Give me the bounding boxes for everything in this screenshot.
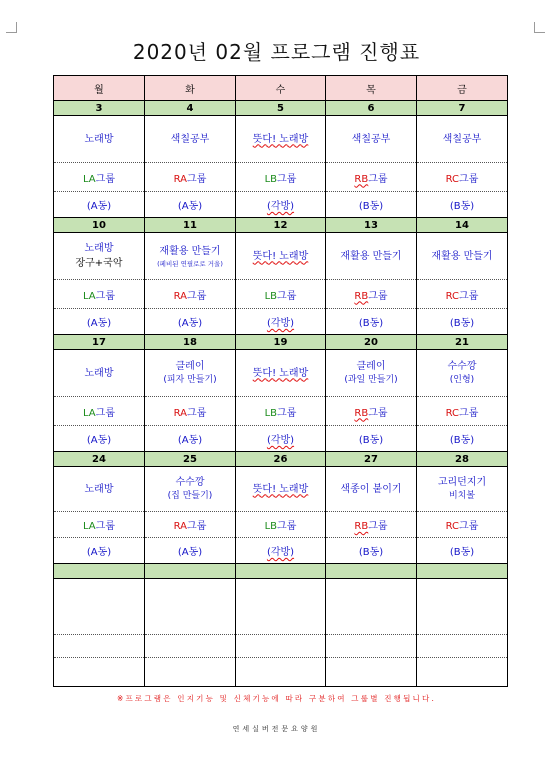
group-suffix: 그룹 [277, 407, 297, 419]
program-detail: (페비된 연필로로 거울) [157, 259, 223, 268]
program-cell [145, 350, 236, 397]
weekday-header: 월 [54, 76, 145, 101]
empty-cell [417, 635, 508, 658]
program-name: 노래방 [84, 367, 114, 379]
empty-cell [326, 579, 417, 635]
group-code: RC [445, 290, 460, 302]
empty-cell [236, 658, 326, 687]
location-cell: (각방) [236, 538, 326, 564]
location-row [54, 309, 508, 335]
group-cell [236, 280, 326, 309]
date-cell: 6 [326, 101, 417, 116]
program-name: 뜻다! 노래방 [252, 367, 309, 379]
group-cell [417, 280, 508, 309]
date-cell: 25 [145, 452, 236, 467]
program-cell [417, 233, 508, 280]
location-cell: (B동) [326, 426, 417, 452]
date-cell: 18 [145, 335, 236, 350]
program-name: 색칠공부 [351, 133, 391, 145]
date-cell: 20 [326, 335, 417, 350]
page-corner-mark-right [534, 22, 545, 33]
group-code: RA [173, 521, 188, 532]
location-cell: (각방) [236, 192, 326, 218]
date-row-empty [54, 564, 508, 579]
group-suffix: 그룹 [95, 521, 115, 532]
date-cell: 14 [417, 218, 508, 233]
facility-name: 연세실버전문요양원 [232, 725, 321, 733]
date-cell: 5 [236, 101, 326, 116]
weekday-header: 금 [417, 76, 508, 101]
program-cell [54, 116, 145, 163]
group-suffix: 그룹 [187, 173, 207, 185]
group-code: RB [354, 290, 369, 302]
empty-cell [236, 579, 326, 635]
group-cell [145, 163, 236, 192]
group-suffix: 그룹 [368, 173, 388, 185]
group-code: RA [173, 407, 188, 419]
group-suffix: 그룹 [187, 407, 207, 419]
empty-cell [145, 658, 236, 687]
location-cell: (A동) [54, 426, 145, 452]
group-cell [54, 280, 145, 309]
program-detail: 비치볼 [448, 491, 476, 501]
empty-cell [54, 579, 145, 635]
group-cell [54, 512, 145, 538]
program-cell [145, 467, 236, 512]
group-cell [54, 397, 145, 426]
program-name: 재활용 만들기 [159, 245, 221, 257]
program-cell [326, 350, 417, 397]
group-suffix: 그룹 [277, 521, 297, 532]
group-row [54, 512, 508, 538]
program-name: 노래방 [84, 133, 114, 145]
program-cell [236, 233, 326, 280]
program-name: 노래방 [84, 243, 114, 254]
empty-cell [326, 658, 417, 687]
date-cell-empty [236, 564, 326, 579]
empty-row [54, 635, 508, 658]
group-code: LB [264, 521, 278, 532]
date-cell: 10 [54, 218, 145, 233]
program-name: 색종이 붙이기 [340, 483, 402, 495]
group-cell [236, 512, 326, 538]
program-note: ※프로그램은 인지기능 및 신체기능에 따라 구분하여 그룹별 진행됩니다. [116, 694, 437, 703]
group-row [54, 397, 508, 426]
location-cell: (A동) [145, 426, 236, 452]
page-title: 2020년 02월 프로그램 진행표 [132, 40, 421, 64]
group-cell [236, 397, 326, 426]
date-cell: 4 [145, 101, 236, 116]
location-cell: (각방) [236, 426, 326, 452]
group-suffix: 그룹 [368, 407, 388, 419]
group-suffix: 그룹 [95, 173, 115, 185]
date-cell-empty [326, 564, 417, 579]
date-cell: 21 [417, 335, 508, 350]
group-suffix: 그룹 [95, 407, 115, 419]
group-code: LB [264, 173, 278, 185]
program-detail: (피자 만들기) [163, 375, 217, 385]
group-row [54, 280, 508, 309]
location-cell: (B동) [417, 309, 508, 335]
empty-cell [417, 579, 508, 635]
group-cell [145, 512, 236, 538]
group-suffix: 그룹 [95, 290, 115, 302]
group-code: RC [445, 521, 460, 532]
weekday-header: 목 [326, 76, 417, 101]
date-row [54, 101, 508, 116]
empty-cell [145, 579, 236, 635]
group-cell [236, 163, 326, 192]
program-row [54, 467, 508, 512]
location-cell: (A동) [54, 538, 145, 564]
location-cell: (B동) [326, 309, 417, 335]
date-cell-empty [145, 564, 236, 579]
location-cell: (B동) [417, 426, 508, 452]
program-cell [326, 467, 417, 512]
empty-row [54, 658, 508, 687]
date-cell-empty [54, 564, 145, 579]
empty-cell [236, 635, 326, 658]
program-cell [54, 233, 145, 280]
group-cell [145, 397, 236, 426]
location-cell: (B동) [326, 192, 417, 218]
group-suffix: 그룹 [187, 521, 207, 532]
program-cell [326, 116, 417, 163]
program-name: 클레이 [175, 361, 205, 372]
group-suffix: 그룹 [459, 521, 479, 532]
program-cell [145, 116, 236, 163]
group-cell [417, 512, 508, 538]
group-suffix: 그룹 [459, 407, 479, 419]
group-code: LA [83, 521, 96, 532]
weekday-header-row [54, 76, 508, 101]
program-cell [417, 467, 508, 512]
group-code: RB [354, 521, 369, 532]
page-corner-mark-left [6, 22, 17, 33]
group-code: RB [354, 407, 369, 419]
group-cell [326, 163, 417, 192]
program-name: 재활용 만들기 [340, 250, 402, 262]
location-row [54, 192, 508, 218]
group-code: RC [445, 173, 460, 185]
group-cell [145, 280, 236, 309]
program-row [54, 350, 508, 397]
schedule-body [54, 76, 508, 687]
date-cell: 26 [236, 452, 326, 467]
program-name: 뜻다! 노래방 [252, 250, 309, 262]
program-cell [417, 116, 508, 163]
date-cell: 24 [54, 452, 145, 467]
date-cell: 3 [54, 101, 145, 116]
empty-cell [54, 658, 145, 687]
group-code: LA [83, 407, 96, 419]
date-cell: 11 [145, 218, 236, 233]
date-cell: 27 [326, 452, 417, 467]
empty-cell [326, 635, 417, 658]
program-row [54, 116, 508, 163]
program-cell [145, 233, 236, 280]
program-cell [236, 467, 326, 512]
group-suffix: 그룹 [459, 290, 479, 302]
empty-cell [54, 635, 145, 658]
program-detail: (집 만들기) [167, 491, 213, 501]
group-code: RC [445, 407, 460, 419]
location-cell: (A동) [145, 309, 236, 335]
group-suffix: 그룹 [459, 173, 479, 185]
date-cell: 7 [417, 101, 508, 116]
group-suffix: 그룹 [368, 521, 388, 532]
date-cell: 12 [236, 218, 326, 233]
program-detail: (인형) [449, 375, 475, 385]
program-name: 수수깡 [447, 361, 477, 372]
group-code: LA [83, 173, 96, 185]
group-cell [326, 512, 417, 538]
program-name: 노래방 [84, 483, 114, 495]
program-name: 색칠공부 [170, 133, 210, 145]
location-cell: (A동) [145, 192, 236, 218]
program-name: 수수깡 [175, 477, 205, 488]
date-row [54, 452, 508, 467]
group-suffix: 그룹 [277, 290, 297, 302]
program-cell [326, 233, 417, 280]
group-row [54, 163, 508, 192]
program-detail: 장구+국악 [75, 258, 123, 269]
program-name: 고리던지기 [437, 477, 487, 488]
date-cell: 13 [326, 218, 417, 233]
location-cell: (B동) [417, 192, 508, 218]
location-cell: (A동) [54, 192, 145, 218]
program-name: 클레이 [356, 361, 386, 372]
weekday-header: 화 [145, 76, 236, 101]
group-suffix: 그룹 [368, 290, 388, 302]
program-name: 재활용 만들기 [431, 250, 493, 262]
date-cell: 28 [417, 452, 508, 467]
date-cell-empty [417, 564, 508, 579]
group-suffix: 그룹 [187, 290, 207, 302]
program-cell [54, 350, 145, 397]
location-cell: (B동) [326, 538, 417, 564]
group-code: LA [83, 290, 96, 302]
empty-cell [417, 658, 508, 687]
location-cell: (A동) [54, 309, 145, 335]
group-suffix: 그룹 [277, 173, 297, 185]
program-name: 색칠공부 [442, 133, 482, 145]
location-row [54, 426, 508, 452]
date-row [54, 218, 508, 233]
schedule-table [53, 75, 508, 687]
empty-row [54, 579, 508, 635]
program-detail: (과일 만들기) [344, 375, 398, 385]
location-cell: (A동) [145, 538, 236, 564]
date-cell: 19 [236, 335, 326, 350]
weekday-header: 수 [236, 76, 326, 101]
program-cell [236, 116, 326, 163]
group-code: RB [354, 173, 369, 185]
location-cell: (각방) [236, 309, 326, 335]
group-cell [326, 280, 417, 309]
date-cell: 17 [54, 335, 145, 350]
group-code: RA [173, 173, 188, 185]
date-row [54, 335, 508, 350]
location-row [54, 538, 508, 564]
empty-cell [145, 635, 236, 658]
group-code: RA [173, 290, 188, 302]
group-cell [54, 163, 145, 192]
location-cell: (B동) [417, 538, 508, 564]
group-cell [417, 397, 508, 426]
group-cell [417, 163, 508, 192]
group-code: LB [264, 290, 278, 302]
group-cell [326, 397, 417, 426]
program-row [54, 233, 508, 280]
program-cell [236, 350, 326, 397]
group-code: LB [264, 407, 278, 419]
program-cell [54, 467, 145, 512]
program-cell [417, 350, 508, 397]
program-name: 뜻다! 노래방 [252, 133, 309, 145]
program-name: 뜻다! 노래방 [252, 483, 309, 495]
